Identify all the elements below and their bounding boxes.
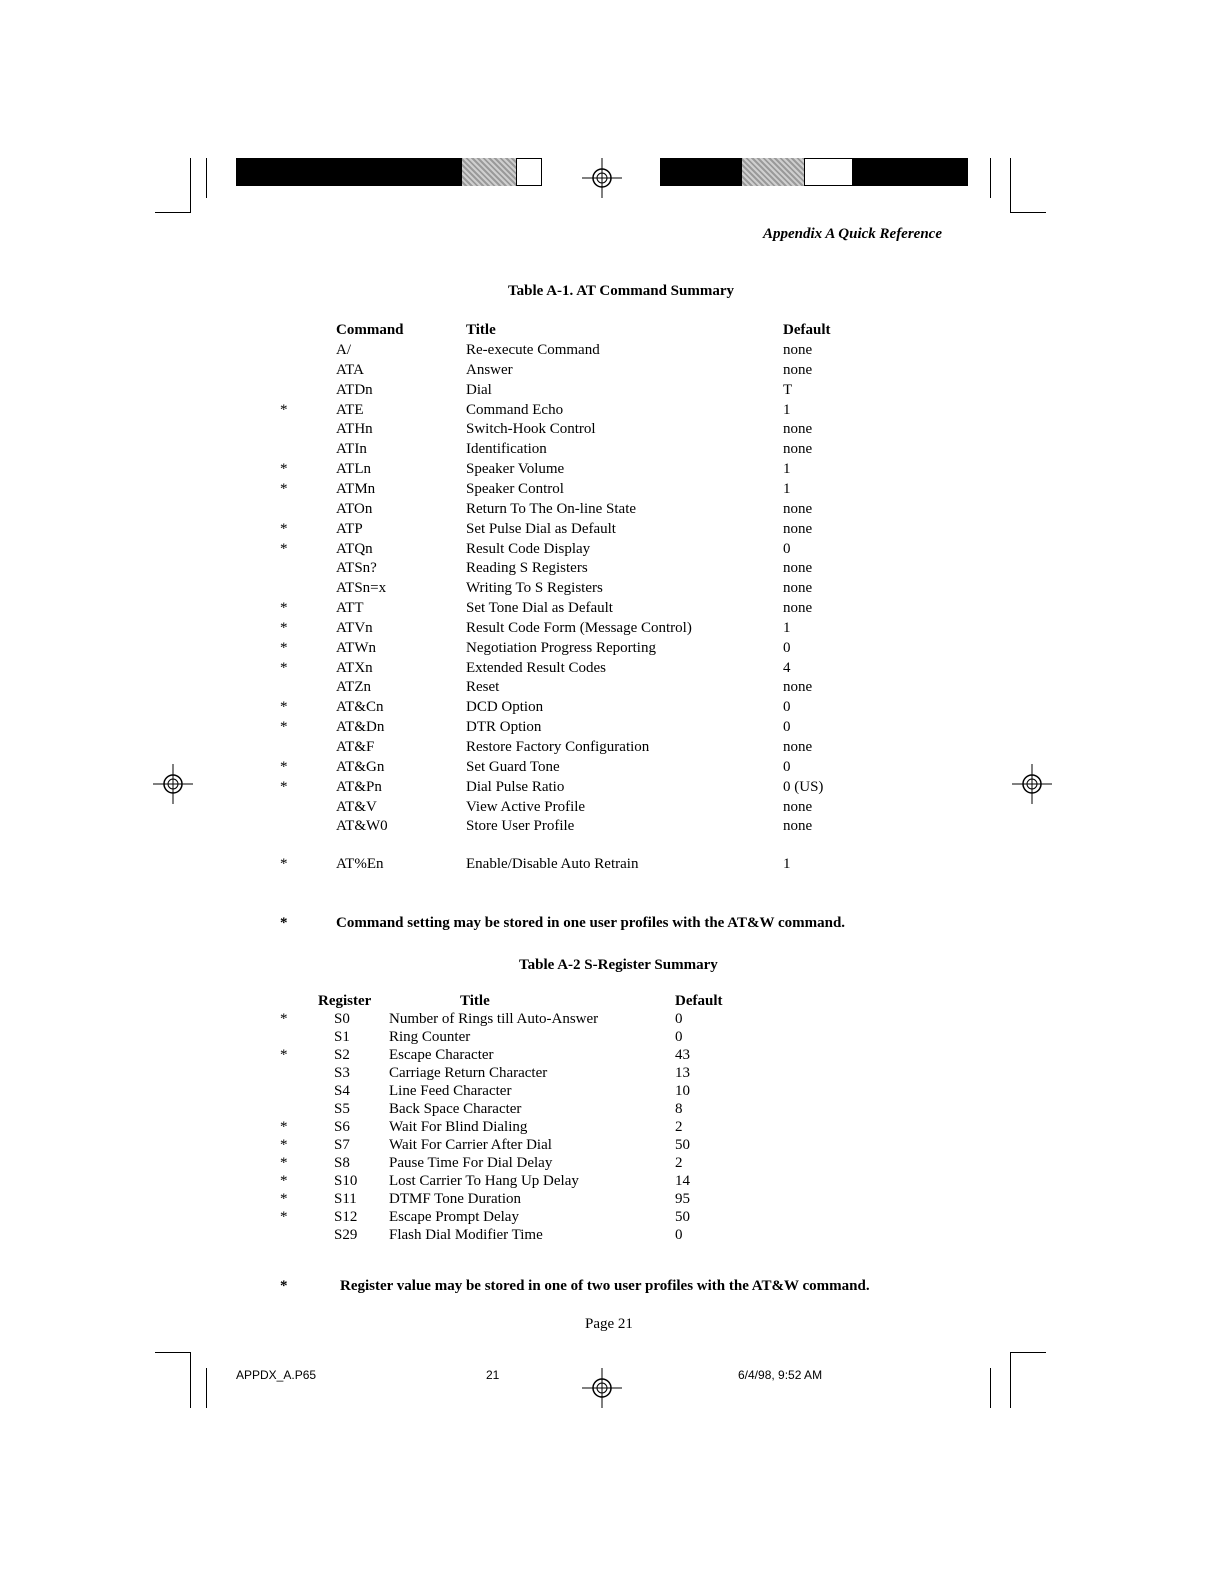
table1-row-title: Speaker Volume — [466, 461, 565, 478]
crop-mark-bottom-right-v — [990, 1368, 991, 1408]
table2-row-default: 13 — [675, 1065, 690, 1081]
table1-row-default: 4 — [783, 659, 791, 676]
table1-row-command: ATWn — [336, 639, 376, 656]
table2-note — [280, 1278, 870, 1295]
table1-row-default: 0 (US) — [783, 778, 824, 795]
table2-row-default: 10 — [675, 1083, 690, 1099]
footer-filename: APPDX_A.P65 — [236, 1368, 317, 1382]
table1-row-default: 0 — [783, 699, 791, 716]
crop-mark-top-left-h — [155, 212, 191, 213]
table1-row-command: AT&V — [336, 798, 377, 815]
table2-row-star: * — [280, 1191, 288, 1207]
table2-row-default: 8 — [675, 1101, 683, 1117]
table1-row-title: Enable/Disable Auto Retrain — [466, 856, 639, 872]
table1-row-default: 0 — [783, 758, 791, 775]
table1-row-command: ATA — [336, 361, 364, 378]
table2-row-title: Number of Rings till Auto-Answer — [389, 1011, 599, 1027]
table2-row-default: 14 — [675, 1173, 690, 1189]
table2-row-default: 2 — [675, 1119, 683, 1135]
table1-row-title: Re-execute Command — [466, 342, 600, 358]
table1-row-title: Writing To S Registers — [466, 580, 603, 597]
table1-row-default: none — [783, 520, 813, 537]
table1-row-title: Reading S Registers — [466, 560, 588, 577]
table1-row-default: none — [783, 500, 813, 517]
table1-row-default: none — [783, 342, 813, 358]
table1-row-default: none — [783, 739, 813, 755]
table1-row-star: * — [280, 778, 288, 795]
table1-row-title: Result Code Form (Message Control) — [466, 619, 692, 636]
table1-row-default: 0 — [783, 639, 791, 656]
table1-row-title: Set Pulse Dial as Default — [466, 520, 616, 537]
table1-row-title: Restore Factory Configuration — [466, 739, 650, 755]
table2-row-register: S7 — [334, 1137, 350, 1153]
table1-row-title: Command Echo — [466, 401, 564, 418]
table1-row-default: none — [783, 361, 813, 378]
table1-row-title: Speaker Control — [466, 480, 564, 497]
crop-mark-bottom-left-h — [155, 1352, 191, 1353]
table2-row-default: 43 — [675, 1047, 690, 1063]
table2-row-title: DTMF Tone Duration — [389, 1191, 521, 1207]
crop-mark-bottom-left-v — [190, 1352, 191, 1408]
table1-row-default: none — [783, 798, 813, 815]
table1-row-default: none — [783, 441, 813, 458]
registration-bar-left — [236, 158, 462, 186]
registration-target-bottom-icon — [582, 1368, 622, 1408]
table2-row-register: S8 — [334, 1155, 350, 1171]
crop-mark-top-right-v2 — [1010, 158, 1011, 213]
table1-header-default: Default — [783, 322, 831, 338]
registration-white-right — [804, 158, 854, 186]
table2-row-default: 2 — [675, 1155, 683, 1171]
table1-row-title: Reset — [466, 679, 500, 696]
registration-bar-right — [660, 158, 742, 186]
table2-header-register: Register — [318, 993, 372, 1009]
table2-row-default: 50 — [675, 1137, 690, 1153]
table2-row-default: 50 — [675, 1209, 690, 1225]
table2-row-star: * — [280, 1209, 288, 1225]
table1-row-star: * — [280, 461, 288, 478]
running-header: Appendix A Quick Reference — [762, 226, 942, 242]
table2-row-title: Wait For Carrier After Dial — [389, 1137, 552, 1153]
table1-row-command: ATZn — [336, 679, 371, 696]
table1-row-command: ATLn — [336, 461, 371, 478]
table1-row-default: none — [783, 580, 813, 597]
table2-row-star: * — [280, 1137, 288, 1153]
table1-row-title: Extended Result Codes — [466, 659, 606, 676]
table1-row-default: 1 — [783, 401, 791, 418]
table1-row-command: ATDn — [336, 381, 373, 398]
table1-row-default: 1 — [783, 480, 791, 497]
table1-row-command: AT&Dn — [336, 719, 385, 736]
table2-row-register: S1 — [334, 1029, 350, 1045]
table2-row-title: Back Space Character — [389, 1101, 522, 1117]
table1-row-star: * — [280, 719, 288, 736]
table1-row-default: 1 — [783, 619, 791, 636]
registration-white-left — [516, 158, 542, 186]
table2-row-star: * — [280, 1011, 288, 1027]
table1-note-star: * — [280, 915, 288, 931]
table2-row-register: S12 — [334, 1209, 358, 1225]
table1-row-command: A/ — [336, 342, 351, 358]
table1-row-default: 0 — [783, 540, 791, 557]
table1-row-default: none — [783, 818, 813, 835]
table1-row-star: * — [280, 600, 288, 617]
table2-row-star: * — [280, 1047, 288, 1063]
page-number: Page 21 — [585, 1316, 633, 1332]
table1-row-command: AT&F — [336, 739, 375, 755]
table1-row-command: ATE — [336, 401, 364, 418]
table2-row-register: S3 — [334, 1065, 350, 1081]
table1-row-command: ATVn — [336, 619, 373, 636]
table1-row-title: Dial — [466, 381, 492, 398]
table1-row-default: 0 — [783, 719, 791, 736]
crop-mark-top-left-v2 — [206, 158, 207, 198]
table1-row-star: * — [280, 619, 288, 636]
table1-header-command: Command — [336, 322, 404, 338]
table1-row-command: ATSn? — [336, 560, 377, 577]
table2-row-title: Wait For Blind Dialing — [389, 1119, 528, 1135]
table1-title: Table A-1. AT Command Summary — [508, 283, 735, 299]
table2-row-star: * — [280, 1173, 288, 1189]
table1-row-command: ATSn=x — [336, 580, 387, 597]
table2-row-title: Pause Time For Dial Delay — [389, 1155, 553, 1171]
table1-row-title: Switch-Hook Control — [466, 421, 596, 438]
crop-mark-bottom-left-v2 — [206, 1368, 207, 1408]
table1-row-title: Store User Profile — [466, 818, 575, 835]
table1-row-star: * — [280, 540, 288, 557]
table1-row-title: DTR Option — [466, 719, 542, 736]
table2-row-register: S4 — [334, 1083, 350, 1099]
table2-header-title: Title — [460, 993, 490, 1009]
registration-target-top-icon — [582, 158, 622, 198]
table2-row-register: S0 — [334, 1011, 350, 1027]
table1-row-star: * — [280, 639, 288, 656]
table1-row-command: AT&Cn — [336, 699, 384, 716]
crop-mark-top-right-v — [990, 158, 991, 198]
crop-mark-bottom-right-v2 — [1010, 1352, 1011, 1408]
table1-row-title: Negotiation Progress Reporting — [466, 639, 656, 656]
table1-row-star: * — [280, 401, 288, 418]
table2-row-title: Lost Carrier To Hang Up Delay — [389, 1173, 579, 1189]
table2-row-default: 95 — [675, 1191, 690, 1207]
table2-row-title: Escape Prompt Delay — [389, 1209, 519, 1225]
registration-target-right-icon — [1012, 764, 1052, 804]
table1-row-title: Set Tone Dial as Default — [466, 600, 613, 617]
table1-row-command: AT%En — [336, 856, 384, 872]
registration-shade-right — [742, 158, 804, 186]
crop-mark-bottom-right-h — [1010, 1352, 1046, 1353]
registration-shade-left — [462, 158, 516, 186]
table1-row-title: Result Code Display — [466, 540, 591, 557]
registration-bar-right-end — [852, 158, 968, 186]
table2-row-title: Ring Counter — [389, 1029, 471, 1045]
crop-mark-top-left-v — [190, 158, 191, 213]
table1-row-command: ATXn — [336, 659, 373, 676]
table1-row-command: ATIn — [336, 441, 367, 458]
table2-row-star: * — [280, 1155, 288, 1171]
table1-row-default: 1 — [783, 461, 791, 478]
table1-row-command: ATQn — [336, 540, 373, 557]
table1-note — [280, 915, 846, 932]
table1-row-title: View Active Profile — [466, 798, 586, 815]
table1-row-default: 1 — [783, 856, 791, 872]
table1-note-text: Command setting may be stored in one user profiles with the AT&W command. — [336, 915, 846, 931]
table1-row-default: T — [783, 381, 793, 398]
table1-row-star: * — [280, 520, 288, 537]
table2-row-register: S29 — [334, 1227, 358, 1243]
table1-row-command: AT&W0 — [336, 818, 388, 835]
table2-row-default: 0 — [675, 1227, 683, 1243]
table1-row-star: * — [280, 480, 288, 497]
table1-row-title: Set Guard Tone — [466, 758, 560, 775]
table1-row-command: ATMn — [336, 480, 376, 497]
table1-row-default: none — [783, 560, 813, 577]
table1-row-star: * — [280, 659, 288, 676]
table2-note-text: Register value may be stored in one of two user profiles with the AT&W command. — [340, 1278, 870, 1294]
table2-row-register: S11 — [334, 1191, 357, 1207]
table1-row-star: * — [280, 699, 288, 716]
table2-row-register: S5 — [334, 1101, 350, 1117]
table2-row-register: S10 — [334, 1173, 358, 1189]
table1-row-default: none — [783, 679, 813, 696]
table1-row-command: AT&Pn — [336, 778, 382, 795]
table2-row-title: Line Feed Character — [389, 1083, 512, 1099]
table2-row-register: S6 — [334, 1119, 350, 1135]
table2-header-default: Default — [675, 993, 723, 1009]
footer-timestamp: 6/4/98, 9:52 AM — [738, 1368, 823, 1382]
table2-title: Table A-2 S-Register Summary — [519, 957, 718, 973]
table1-row-command: AT&Gn — [336, 758, 385, 775]
table1-header-title: Title — [466, 322, 496, 338]
table2-row-title: Escape Character — [389, 1047, 494, 1063]
table1-row-title: Identification — [466, 441, 547, 458]
table1-row-title: DCD Option — [466, 699, 544, 716]
table1-row-star: * — [280, 758, 288, 775]
table2-row-title: Flash Dial Modifier Time — [389, 1227, 543, 1243]
table1-row-command: ATP — [336, 520, 363, 537]
footer-page: 21 — [486, 1368, 500, 1382]
table2-note-star: * — [280, 1278, 288, 1294]
crop-mark-top-right-h — [1010, 212, 1046, 213]
table1-row-command: ATT — [336, 600, 364, 617]
table1-row-title: Answer — [466, 361, 513, 378]
table2-row-register: S2 — [334, 1047, 350, 1063]
registration-target-left-icon — [153, 764, 193, 804]
table2-row-title: Carriage Return Character — [389, 1065, 548, 1081]
table2-row-star: * — [280, 1119, 288, 1135]
table1-row-title: Dial Pulse Ratio — [466, 778, 565, 795]
table2-row-default: 0 — [675, 1011, 683, 1027]
table2-row-default: 0 — [675, 1029, 683, 1045]
table1-row-command: ATHn — [336, 421, 373, 438]
table1-row-title: Return To The On-line State — [466, 500, 637, 517]
table1-row-default: none — [783, 600, 813, 617]
table1-row-command: ATOn — [336, 500, 373, 517]
table1-row-default: none — [783, 421, 813, 438]
table1-row-star: * — [280, 856, 288, 872]
